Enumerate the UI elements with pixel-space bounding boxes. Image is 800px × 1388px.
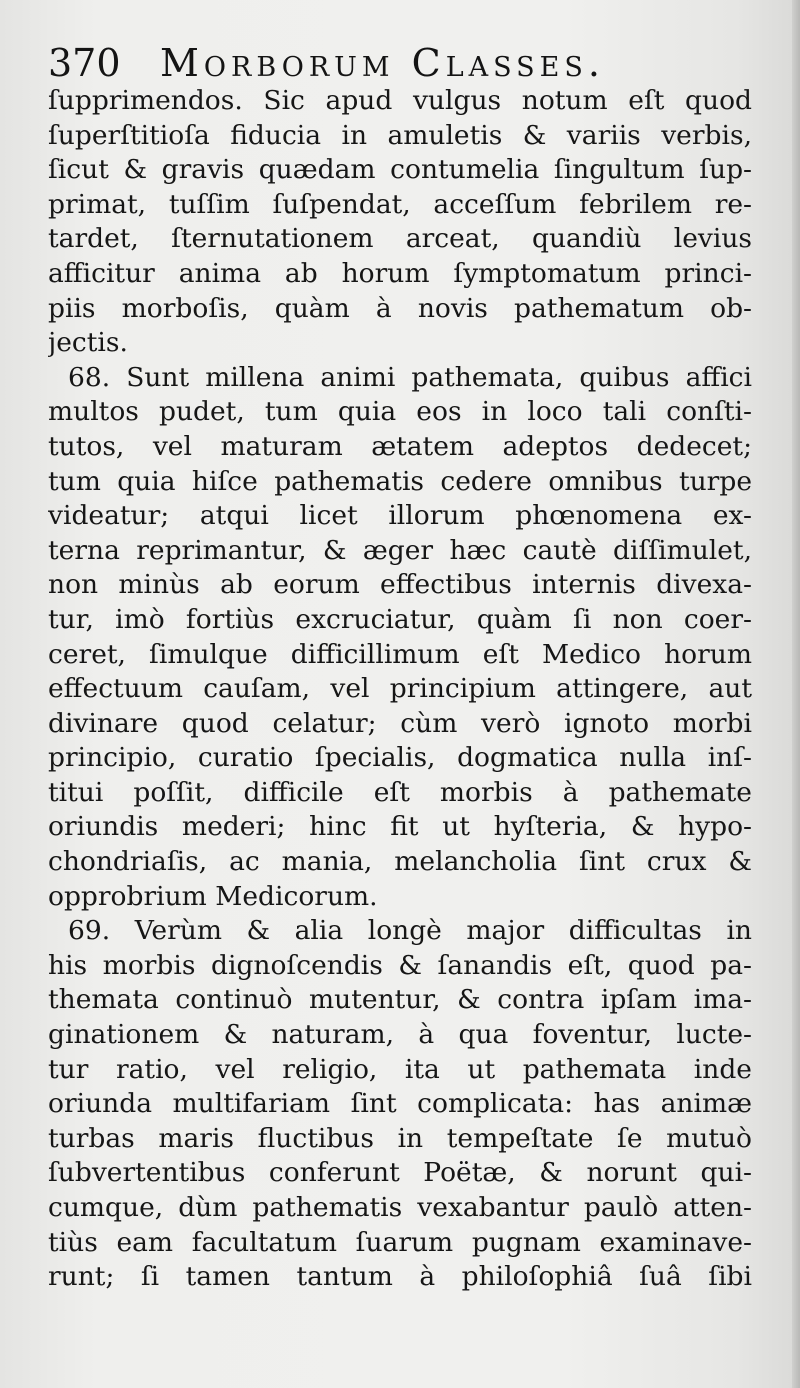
text-line: effectuum cauſam, vel principium attingere, aut — [48, 673, 752, 705]
text-line: oriundis mederi; hinc fit ut hyſteria, & hypo- — [48, 811, 752, 843]
text-line: turbas maris fluctibus in tempeſtate ſe mutuò — [48, 1122, 752, 1154]
paragraph-start-68: 68. Sunt millena animi pathemata, quibus affici — [68, 361, 752, 393]
body-text — [48, 84, 752, 1295]
text-line: ſubvertentibus conferunt Poëtæ, & norunt qui- — [48, 1157, 752, 1189]
text-line: runt; ſi tamen tantum à philoſophiâ ſuâ ſibi — [48, 1261, 752, 1293]
text-line: terna reprimantur, & æger hæc cautè diſſimulet, — [48, 534, 752, 566]
text-line: divinare quod celatur; cùm verò ignoto morbi — [48, 707, 752, 739]
text-line: non minùs ab eorum effectibus internis divexa- — [48, 569, 752, 601]
text-line: tur ratio, vel religio, ita ut pathemata inde — [48, 1053, 752, 1085]
text-line: videatur; atqui licet illorum phœnomena ex- — [48, 500, 752, 532]
text-line: tur, imò fortiùs excruciatur, quàm ſi non coer- — [48, 603, 752, 635]
text-line: ginationem & naturam, à qua foventur, lucte- — [48, 1019, 752, 1051]
text-line: ſicut & gravis quædam contumelia ſingultum ſup- — [48, 154, 752, 186]
text-line: titui poſſit, difficile eſt morbis à pathemate — [48, 776, 752, 808]
text-line: primat, tuſſim ſuſpendat, acceſſum febrilem re- — [48, 188, 752, 220]
page-number: 370 — [48, 41, 121, 85]
text-line: principio, curatio ſpecialis, dogmatica nulla inſ- — [48, 742, 752, 774]
text-line: tiùs eam facultatum ſuarum pugnam examinave- — [48, 1226, 752, 1258]
page-header — [48, 38, 748, 88]
text-line: cumque, dùm pathematis vexabantur paulò atten- — [48, 1192, 752, 1223]
text-line: piis morboſis, quàm à novis pathematum ob- — [48, 292, 752, 324]
text-line: themata continuò mutentur, & contra ipſam ima- — [48, 984, 752, 1016]
page-edge-shadow — [792, 0, 800, 1388]
text-line: ſuperſtitioſa fiducia in amuletis & variis verbis, — [48, 119, 752, 151]
text-line: his morbis dignoſcendis & ſanandis eſt, quod pa- — [48, 949, 752, 981]
paragraph-start-69: 69. Verùm & alia longè major difficultas in — [68, 915, 752, 947]
text-line: ceret, ſimulque difficillimum eſt Medico horum — [48, 638, 752, 670]
text-line: tardet, ſternutationem arceat, quandiù levius — [48, 223, 752, 255]
text-line: ſupprimendos. Sic apud vulgus notum eſt quod — [48, 85, 752, 116]
text-line: tum quia hiſce pathematis cedere omnibus turpe — [48, 465, 752, 497]
text-line: oriunda multifariam ſint complicata: has animæ — [48, 1088, 752, 1120]
text-line: opprobrium Medicorum. — [48, 880, 378, 912]
text-line: multos pudet, tum quia eos in loco tali conſti- — [48, 396, 752, 428]
text-line: chondriaſis, ac mania, melancholia ſint crux & — [48, 846, 752, 878]
text-line: afficitur anima ab horum ſymptomatum princi- — [48, 257, 752, 289]
text-line: jectis. — [48, 327, 128, 359]
text-line: tutos, vel maturam ætatem adeptos dedecet; — [48, 430, 752, 462]
running-title: Morborum Classes. — [160, 41, 605, 85]
